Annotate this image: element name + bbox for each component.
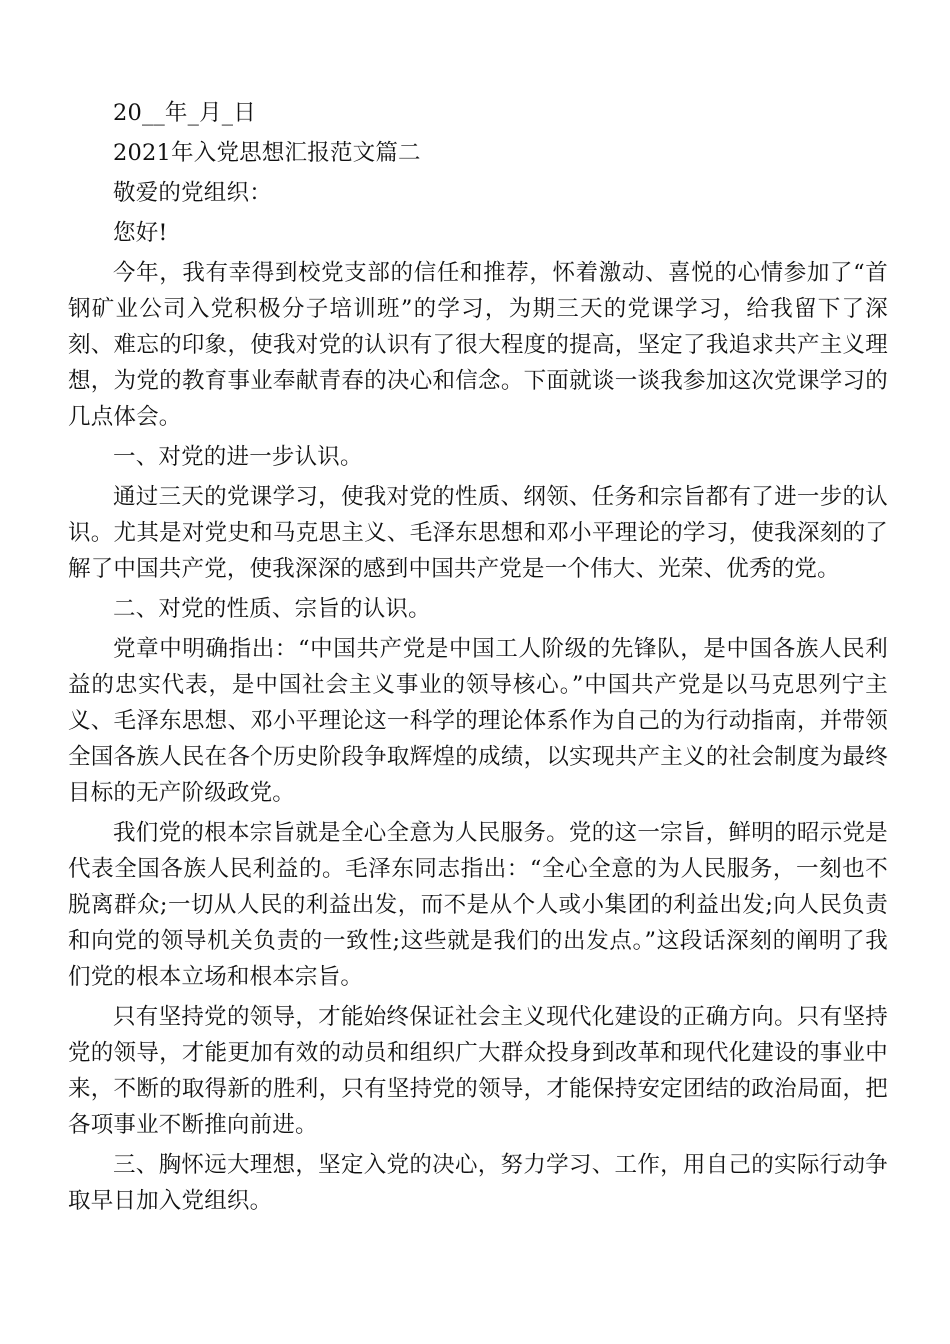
paragraph-section-2a: 党章中明确指出：“中国共产党是中国工人阶级的先锋队，是中国各族人民利益的忠实代表，是中国社会主义事业的领导核心。”中国共产党是以马克思列宁主义、毛泽东思想、邓小平理论这一科学的理论体系作为自己的为行动指南，并带领全国各族人民在各个历史阶段争取辉煌的成绩，以实现共产主义的社会制度为最终目标的无产阶级政党。	[68, 636, 888, 806]
paragraph-section-1: 通过三天的党课学习，使我对党的性质、纲领、任务和宗旨都有了进一步的认识。尤其是对党史和马克思主义、毛泽东思想和邓小平理论的学习，使我深刻的了解了中国共产党，使我深深的感到中国共产党是一个伟大、光荣、优秀的党。	[68, 484, 888, 582]
salutation: 敬爱的党组织：	[113, 180, 272, 206]
document-title: 2021年入党思想汇报范文篇二	[113, 140, 421, 166]
paragraph-section-2b: 我们党的根本宗旨就是全心全意为人民服务。党的这一宗旨，鲜明的昭示党是代表全国各族人民利益的。毛泽东同志指出：“全心全意的为人民服务，一刻也不脱离群众;一切从人民的利益出发，而不是从个人或小集团的利益出发;向人民负责和向党的领导机关负责的一致性;这些就是我们的出发点。”这段话深刻的阐明了我们党的根本立场和根本宗旨。	[68, 820, 888, 990]
date-line: 20__年_月_日	[113, 100, 256, 126]
section-heading-3: 三、胸怀远大理想，坚定入党的决心，努力学习、工作，用自己的实际行动争取早日加入党组织。	[68, 1152, 888, 1214]
paragraph-section-2c: 只有坚持党的领导，才能始终保证社会主义现代化建设的正确方向。只有坚持党的领导，才能更加有效的动员和组织广大群众投身到改革和现代化建设的事业中来，不断的取得新的胜利，只有坚持党的领导，才能保持安定团结的政治局面，把各项事业不断推向前进。	[68, 1004, 888, 1138]
greeting: 您好!	[113, 220, 168, 246]
section-heading-2: 二、对党的性质、宗旨的认识。	[113, 596, 431, 622]
section-heading-1: 一、对党的进一步认识。	[113, 444, 363, 470]
paragraph-intro: 今年，我有幸得到校党支部的信任和推荐，怀着激动、喜悦的心情参加了“首钢矿业公司入党积极分子培训班”的学习，为期三天的党课学习，给我留下了深刻、难忘的印象，使我对党的认识有了很大程度的提高，坚定了我追求共产主义理想，为党的教育事业奉献青春的决心和信念。下面就谈一谈我参加这次党课学习的几点体会。	[68, 260, 888, 430]
document-body	[68, 95, 888, 1223]
